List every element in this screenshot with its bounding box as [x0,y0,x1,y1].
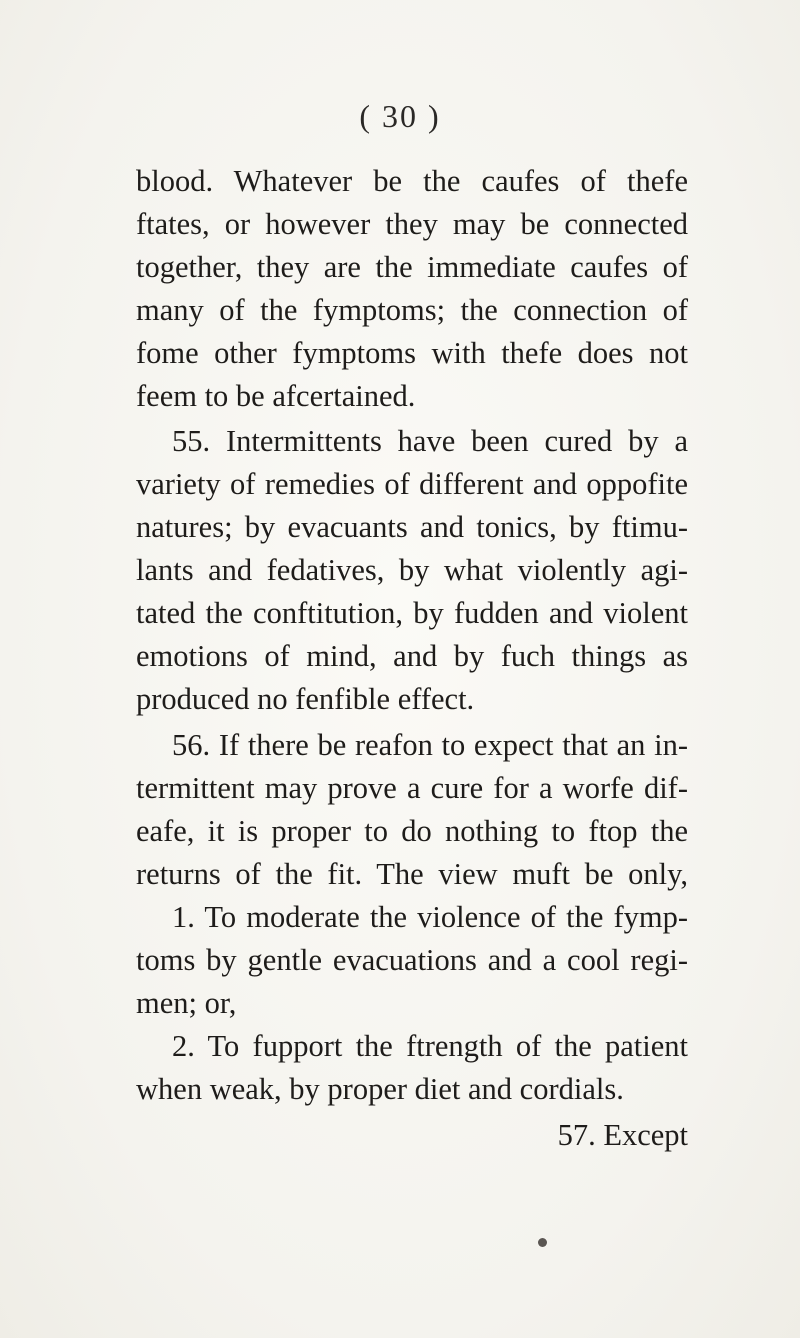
text-line: men; or, [136,986,237,1020]
text-line: returns of the fit. The view muft be only, [136,857,688,891]
text-line: toms by gentle evacuations and a cool regi- [136,943,688,977]
ink-spot [538,1238,547,1247]
text-line: many of the fymptoms; the connection of [136,293,688,327]
text-line: termittent may prove a cure for a worfe dif- [136,771,688,805]
catchword: 57. Except [557,1118,688,1152]
text-line: 1. To moderate the violence of the fymp- [172,900,688,934]
paragraph-55 [136,420,688,721]
paragraph-56 [136,724,688,1111]
text-line: produced no fenfible effect. [136,682,475,716]
text-line: lants and fedatives, by what violently agi- [136,553,688,587]
text-line: ftates, or however they may be connected [136,207,688,241]
text-line: together, they are the immediate caufes of [136,250,688,284]
text-line: when weak, by proper diet and cordials. [136,1072,624,1106]
page-number-header: ( 30 ) [359,98,441,134]
text-line: blood. Whatever be the caufes of thefe [136,164,688,198]
text-line: eafe, it is proper to do nothing to ftop the [136,814,688,848]
text-line: feem to be afcertained. [136,379,416,413]
paragraph-continuation [136,160,688,418]
text-line: 56. If there be reafon to expect that an in- [172,728,688,762]
text-line: tated the conftitution, by fudden and violent [136,596,688,630]
text-line: emotions of mind, and by fuch things as [136,639,688,673]
text-line: variety of remedies of different and oppofite [136,467,688,501]
text-line: fome other fymptoms with thefe does not [136,336,688,370]
text-line: natures; by evacuants and tonics, by ftimu- [136,510,688,544]
text-line: 2. To fupport the ftrength of the patient [172,1029,688,1063]
text-line: 55. Intermittents have been cured by a [172,424,688,458]
